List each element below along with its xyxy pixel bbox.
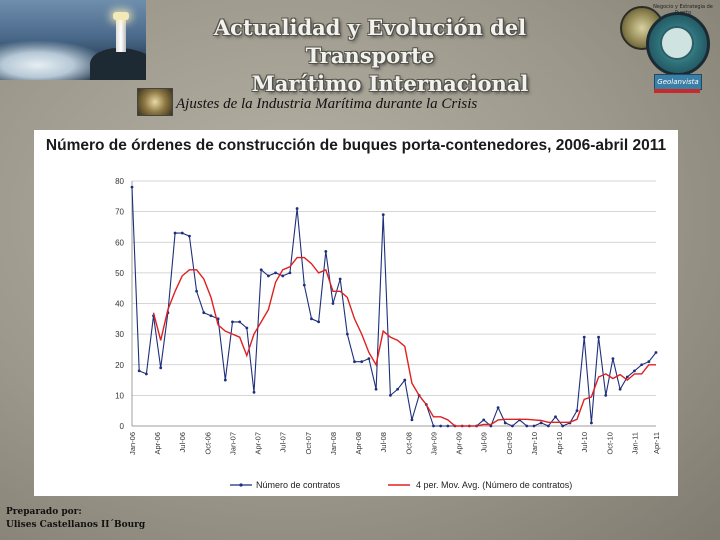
data-point (396, 388, 399, 391)
data-point (289, 271, 292, 274)
data-point (382, 213, 385, 216)
data-point (533, 425, 536, 428)
y-tick-label: 70 (115, 207, 124, 217)
data-point (446, 425, 449, 428)
lighthouse-photo (0, 0, 146, 80)
data-point (159, 366, 162, 369)
data-point (238, 320, 241, 323)
data-point (281, 275, 284, 278)
data-point (131, 186, 134, 189)
section-subtitle: Ajustes de la Industria Marítima durante la Crisis (176, 96, 478, 112)
x-tick-label: Apr-09 (454, 432, 464, 455)
y-tick-label: 30 (115, 330, 124, 340)
data-point (403, 379, 406, 382)
chart-series (131, 186, 658, 428)
data-point (303, 284, 306, 287)
logo-badge: Geolanvista (654, 74, 702, 90)
footer-line-1: Preparado por: (6, 507, 82, 517)
data-point (547, 425, 550, 428)
footer-credit (6, 506, 145, 532)
chart-panel (34, 130, 678, 496)
x-tick-label: Apr-10 (555, 432, 565, 455)
data-point (439, 425, 442, 428)
data-point (245, 327, 248, 330)
legend-marker-contracts (239, 483, 242, 486)
data-point (612, 357, 615, 360)
y-axis (115, 177, 132, 431)
data-point (511, 425, 514, 428)
data-point (540, 422, 543, 425)
data-point (224, 379, 227, 382)
data-point (411, 418, 414, 421)
data-point (346, 333, 349, 336)
data-point (195, 290, 198, 293)
data-point (310, 317, 313, 320)
legend-label-moving-average: 4 per. Mov. Avg. (Número de contratos) (416, 480, 573, 490)
x-tick-label: Jan-06 (128, 432, 137, 455)
data-point (267, 275, 270, 278)
x-tick-label: Oct-07 (303, 432, 313, 455)
data-point (332, 302, 335, 305)
y-tick-label: 80 (115, 177, 124, 186)
footer-line-2: Ulises Castellanos II´Bourg (6, 520, 146, 530)
data-point (181, 232, 184, 235)
moving-average-line (154, 258, 657, 426)
data-point (576, 409, 579, 412)
data-point (554, 415, 557, 418)
x-tick-label: Apr-06 (153, 432, 163, 455)
y-tick-label: 10 (115, 391, 124, 401)
lighthouse-lamp (113, 12, 129, 20)
data-point (260, 268, 263, 271)
x-tick-label: Apr-11 (652, 432, 661, 454)
data-point (353, 360, 356, 363)
data-point (432, 425, 435, 428)
x-tick-label: Jul-06 (178, 432, 188, 453)
data-point (497, 406, 500, 409)
x-axis (128, 426, 661, 455)
data-point (583, 336, 586, 339)
data-point (375, 388, 378, 391)
lighthouse-tower (116, 18, 126, 52)
data-point (525, 425, 528, 428)
data-point (253, 391, 256, 394)
data-point (626, 376, 629, 379)
chart-legend (230, 480, 572, 490)
logo-red-bar (654, 89, 700, 93)
y-tick-label: 60 (115, 238, 124, 248)
data-point (360, 360, 363, 363)
data-point (138, 369, 141, 372)
data-point (317, 320, 320, 323)
legend-label-contracts: Número de contratos (256, 480, 341, 490)
data-point (145, 373, 148, 376)
y-tick-label: 40 (115, 299, 124, 309)
title-line-1: Actualidad y Evolución del Transporte (213, 15, 527, 68)
data-point (296, 207, 299, 210)
x-tick-label: Jan-07 (228, 432, 238, 455)
data-point (202, 311, 205, 314)
data-point (590, 422, 593, 425)
data-point (210, 314, 213, 317)
data-point (640, 363, 643, 366)
x-tick-label: Oct-06 (203, 432, 213, 455)
x-tick-label: Apr-07 (253, 432, 263, 455)
contracts-series-line (132, 187, 656, 426)
x-tick-label: Oct-10 (605, 432, 615, 455)
organization-logo (616, 2, 720, 94)
data-point (339, 278, 342, 281)
compass-icon (660, 26, 694, 60)
data-point (274, 271, 277, 274)
data-point (367, 357, 370, 360)
page-title (150, 14, 590, 98)
data-point (482, 418, 485, 421)
data-point (619, 388, 622, 391)
data-point (561, 425, 564, 428)
x-tick-label: Jul-09 (479, 432, 489, 453)
data-point (188, 235, 191, 238)
x-tick-label: Apr-08 (354, 432, 364, 455)
x-tick-label: Oct-08 (404, 432, 414, 455)
data-point (655, 351, 658, 354)
data-point (604, 394, 607, 397)
chart-title: Número de órdenes de construcción de buques porta-contenedores, 2006-abril 2011 (45, 137, 667, 154)
y-tick-label: 20 (115, 360, 124, 370)
data-point (633, 369, 636, 372)
data-point (389, 394, 392, 397)
x-tick-label: Jul-08 (379, 432, 389, 453)
y-tick-label: 0 (119, 422, 124, 431)
x-tick-label: Jul-07 (278, 432, 288, 453)
x-tick-label: Jan-09 (429, 432, 439, 455)
logo-caption: Negocio y Estrategia de Puerto (653, 4, 713, 16)
data-point (174, 232, 177, 235)
x-tick-label: Jan-08 (328, 432, 338, 455)
x-tick-label: Jan-10 (529, 432, 539, 455)
x-tick-label: Jul-10 (580, 432, 590, 453)
line-chart (34, 130, 678, 496)
y-tick-label: 50 (115, 268, 124, 278)
data-point (504, 422, 507, 425)
title-line-2: Marítimo Internacional (251, 71, 529, 96)
chart-grid (132, 181, 656, 426)
data-point (231, 320, 234, 323)
data-point (597, 336, 600, 339)
x-tick-label: Oct-09 (504, 432, 514, 455)
x-tick-label: Jan-11 (630, 432, 640, 455)
data-point (647, 360, 650, 363)
rock-shape (90, 48, 146, 80)
ship-thumbnail-icon (137, 88, 173, 116)
data-point (324, 250, 327, 253)
